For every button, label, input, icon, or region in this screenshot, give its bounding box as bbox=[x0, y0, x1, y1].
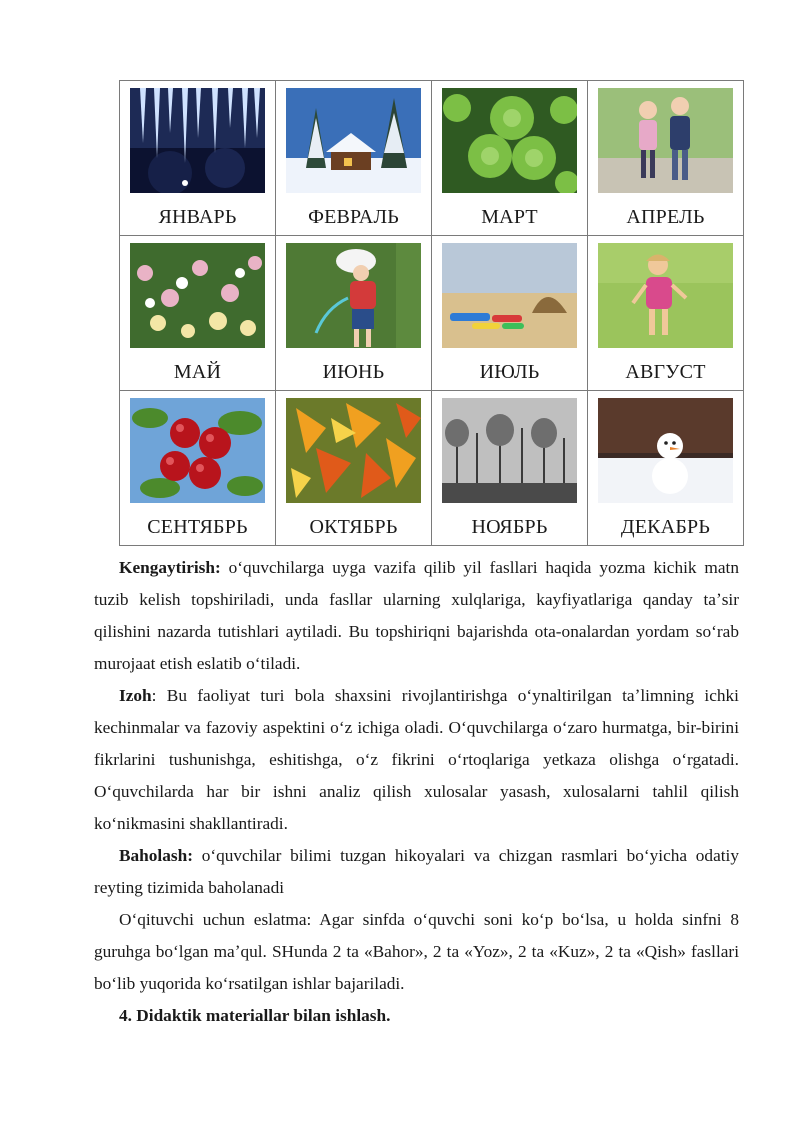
month-label-january: ЯНВАРЬ bbox=[158, 206, 237, 228]
month-cell-april bbox=[588, 81, 744, 236]
month-cell-january bbox=[120, 81, 276, 236]
month-cell-december bbox=[588, 391, 744, 546]
body-text bbox=[94, 552, 739, 1032]
section-heading bbox=[94, 1000, 739, 1032]
month-label-july: ИЮЛЬ bbox=[479, 361, 540, 383]
month-label-november: НОЯБРЬ bbox=[471, 516, 548, 538]
month-label-may: МАЙ bbox=[173, 361, 222, 383]
month-label-april: АПРЕЛЬ bbox=[626, 206, 705, 228]
month-cell-september bbox=[120, 391, 276, 546]
paragraph-extension bbox=[94, 552, 739, 680]
bare-trees-image bbox=[442, 398, 577, 503]
section-heading-text: 4. Didaktik materiallar bilan ishlash. bbox=[119, 1006, 391, 1025]
spring-flowers-image bbox=[130, 243, 265, 348]
month-cell-july bbox=[432, 236, 588, 391]
month-cell-march bbox=[432, 81, 588, 236]
month-label-october: ОКТЯБРЬ bbox=[309, 516, 398, 538]
autumn-leaves-image bbox=[286, 398, 421, 503]
month-label-june: ИЮНЬ bbox=[322, 361, 385, 383]
note-text: : Bu faoliyat turi bola shaxsini rivojlantirishga oʻynaltirilgan taʼlimning ichki kechinmalar va fazoviy aspektini oʻz ichiga oladi. Oʻquvchilarga oʻzaro hurmatga, bir-birini fikrlarini tushunishga, eshitishga, oʻz fikrini oʻrtoqlariga yetkaza olishga oʻrgatadi. Oʻquvchilarda har bir ishni analiz qilish xulosalar yasash, xulosalarni tahlil qilish koʻnikmasini shakllantiradi. bbox=[94, 686, 739, 833]
girl-in-field-image bbox=[598, 243, 733, 348]
month-label-march: МАРТ bbox=[481, 206, 538, 228]
icicles-image bbox=[130, 88, 265, 193]
month-label-february: ФЕВРАЛЬ bbox=[308, 206, 399, 228]
assessment-text: oʻquvchilar bilimi tuzgan hikoyalari va chizgan rasmlari boʻyicha odatiy reyting tizimida baholanadi bbox=[94, 846, 739, 897]
child-watering-garden-image bbox=[286, 243, 421, 348]
children-walking-image bbox=[598, 88, 733, 193]
month-cell-february bbox=[276, 81, 432, 236]
paragraph-note bbox=[94, 680, 739, 840]
snowman-image bbox=[598, 398, 733, 503]
month-cell-may bbox=[120, 236, 276, 391]
month-cell-october bbox=[276, 391, 432, 546]
month-label-august: АВГУСТ bbox=[625, 361, 706, 383]
months-picture-grid bbox=[119, 80, 744, 546]
month-label-september: СЕНТЯБРЬ bbox=[147, 516, 248, 538]
month-cell-august bbox=[588, 236, 744, 391]
extension-label: Kengaytirish: bbox=[119, 558, 221, 577]
month-cell-november bbox=[432, 391, 588, 546]
month-label-december: ДЕКАБРЬ bbox=[620, 516, 711, 538]
paragraph-teacher-note: Oʻqituvchi uchun eslatma: Agar sinfda oʻquvchi soni koʻp boʻlsa, u holda sinfni 8 guruhga boʻlgan maʼqul. SHunda 2 ta «Bahor», 2 ta «Yoz», 2 ta «Kuz», 2 ta «Qish» fasllari boʻlib yuqorida koʻrsatilgan ishlar bajariladi. bbox=[94, 910, 739, 993]
extension-text: oʻquvchilarga uyga vazifa qilib yil fasllari haqida yozma kichik matn tuzib kelish topshiriladi, unda fasllar ularning xulqlariga, kayfiyatlariga qanday taʼsir qilishini nazarda tutishlari aytiladi. Bu topshiriqni bajarishda ota-onalardan yordam soʻrab murojaat etish eslatib oʻtiladi. bbox=[94, 558, 739, 673]
month-cell-june bbox=[276, 236, 432, 391]
assessment-label: Baholash: bbox=[119, 846, 193, 865]
note-label: Izoh bbox=[119, 686, 152, 705]
paragraph-assessment bbox=[94, 840, 739, 904]
red-apples-image bbox=[130, 398, 265, 503]
beach-toys-image bbox=[442, 243, 577, 348]
snowy-house-image bbox=[286, 88, 421, 193]
clover-leaves-image bbox=[442, 88, 577, 193]
